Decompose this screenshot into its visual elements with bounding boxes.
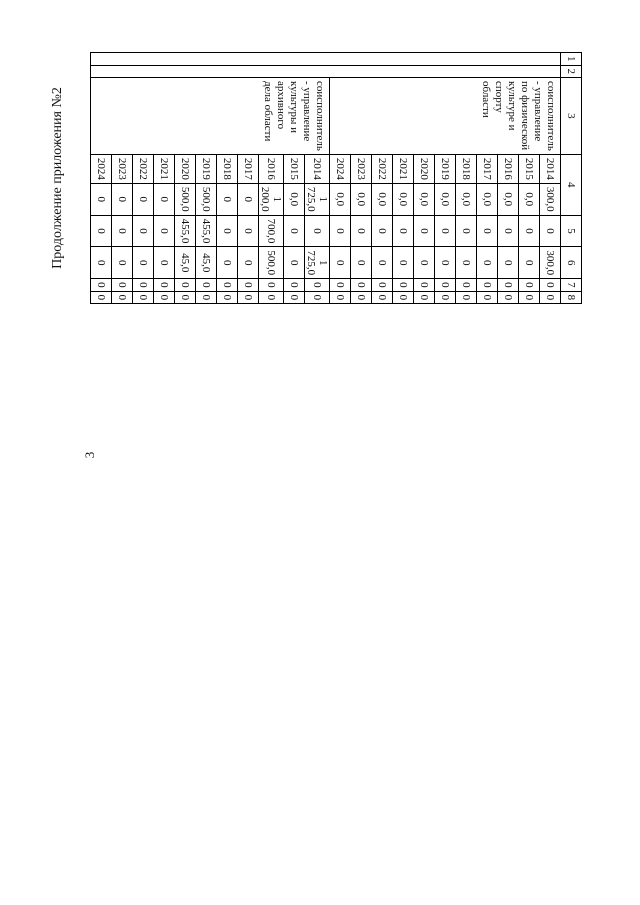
page-number: 3 — [82, 451, 97, 459]
value-cell-c4: 0 — [91, 183, 112, 215]
value-cell-c5: 0 — [372, 215, 393, 247]
year-cell: 2021 — [154, 154, 175, 183]
value-cell-c4: 300,0 — [540, 183, 561, 215]
column-header-2: 2 — [561, 65, 582, 78]
value-cell-c7: 0 — [372, 279, 393, 292]
value-cell-c8: 0 — [519, 291, 540, 304]
value-cell-c4: 0 — [133, 183, 154, 215]
year-cell: 2017 — [477, 154, 498, 183]
value-cell-c7: 0 — [91, 279, 112, 292]
value-cell-c5: 0 — [393, 215, 414, 247]
year-cell: 2014 — [540, 154, 561, 183]
col1-cell — [91, 53, 561, 66]
value-cell-c6: 45,0 — [196, 247, 217, 279]
year-cell: 2016 — [498, 154, 519, 183]
value-cell-c7: 0 — [477, 279, 498, 292]
column-header-4: 4 — [561, 154, 582, 215]
value-cell-c6: 0 — [372, 247, 393, 279]
value-cell-c4: 0,0 — [393, 183, 414, 215]
value-cell-c6: 0 — [133, 247, 154, 279]
value-cell-c4: 0,0 — [477, 183, 498, 215]
value-cell-c7: 0 — [196, 279, 217, 292]
year-cell: 2020 — [175, 154, 196, 183]
value-cell-c5: 0 — [133, 215, 154, 247]
value-cell-c4: 0,0 — [519, 183, 540, 215]
value-cell-c5: 0 — [330, 215, 351, 247]
value-cell-c4: 500,0 — [196, 183, 217, 215]
column-header-7: 7 — [561, 279, 582, 292]
column-header-1: 1 — [561, 53, 582, 66]
col2-cell — [91, 65, 561, 78]
value-cell-c5: 0 — [238, 215, 259, 247]
value-cell-c7: 0 — [540, 279, 561, 292]
value-cell-c6: 0 — [477, 247, 498, 279]
value-cell-c4: 0 — [154, 183, 175, 215]
value-cell-c7: 0 — [259, 279, 284, 292]
value-cell-c4: 0,0 — [330, 183, 351, 215]
value-cell-c8: 0 — [305, 291, 330, 304]
value-cell-c5: 0 — [154, 215, 175, 247]
year-cell: 2022 — [372, 154, 393, 183]
executor-cell: соисполнитель - управление по физической культуре и спорту области — [330, 78, 561, 155]
year-cell: 2018 — [217, 154, 238, 183]
value-cell-c8: 0 — [133, 291, 154, 304]
value-cell-c6: 1 725,0 — [305, 247, 330, 279]
value-cell-c8: 0 — [259, 291, 284, 304]
value-cell-c5: 0 — [414, 215, 435, 247]
value-cell-c6: 0 — [519, 247, 540, 279]
year-cell: 2022 — [133, 154, 154, 183]
value-cell-c8: 0 — [284, 291, 305, 304]
value-cell-c6: 0 — [351, 247, 372, 279]
value-cell-c5: 0 — [91, 215, 112, 247]
value-cell-c8: 0 — [372, 291, 393, 304]
column-header-5: 5 — [561, 215, 582, 247]
value-cell-c7: 0 — [351, 279, 372, 292]
year-cell: 2018 — [456, 154, 477, 183]
value-cell-c8: 0 — [238, 291, 259, 304]
value-cell-c4: 0,0 — [456, 183, 477, 215]
value-cell-c6: 0 — [91, 247, 112, 279]
value-cell-c7: 0 — [435, 279, 456, 292]
value-cell-c5: 455,0 — [175, 215, 196, 247]
value-cell-c8: 0 — [154, 291, 175, 304]
value-cell-c6: 0 — [393, 247, 414, 279]
value-cell-c8: 0 — [112, 291, 133, 304]
value-cell-c7: 0 — [238, 279, 259, 292]
value-cell-c8: 0 — [456, 291, 477, 304]
value-cell-c6: 0 — [217, 247, 238, 279]
value-cell-c4: 0,0 — [435, 183, 456, 215]
value-cell-c7: 0 — [414, 279, 435, 292]
value-cell-c7: 0 — [217, 279, 238, 292]
funding-table — [90, 52, 582, 304]
value-cell-c6: 0 — [112, 247, 133, 279]
value-cell-c4: 0,0 — [414, 183, 435, 215]
value-cell-c5: 0 — [456, 215, 477, 247]
value-cell-c4: 1 725,0 — [305, 183, 330, 215]
value-cell-c5: 0 — [305, 215, 330, 247]
year-cell: 2024 — [330, 154, 351, 183]
column-header-8: 8 — [561, 291, 582, 304]
value-cell-c8: 0 — [217, 291, 238, 304]
value-cell-c5: 0 — [217, 215, 238, 247]
value-cell-c8: 0 — [477, 291, 498, 304]
value-cell-c4: 0,0 — [351, 183, 372, 215]
year-cell: 2017 — [238, 154, 259, 183]
year-cell: 2019 — [196, 154, 217, 183]
column-header-3: 3 — [561, 78, 582, 155]
value-cell-c4: 0,0 — [498, 183, 519, 215]
value-cell-c6: 0 — [238, 247, 259, 279]
executor-cell: соисполнитель - управление культуры и архивного дела области — [91, 78, 330, 155]
value-cell-c4: 0 — [238, 183, 259, 215]
value-cell-c5: 700,0 — [259, 215, 284, 247]
value-cell-c5: 0 — [477, 215, 498, 247]
table-row — [540, 53, 561, 304]
column-header-6: 6 — [561, 247, 582, 279]
value-cell-c7: 0 — [393, 279, 414, 292]
value-cell-c8: 0 — [91, 291, 112, 304]
value-cell-c7: 0 — [498, 279, 519, 292]
value-cell-c5: 0 — [112, 215, 133, 247]
value-cell-c8: 0 — [435, 291, 456, 304]
year-cell: 2023 — [351, 154, 372, 183]
value-cell-c5: 0 — [519, 215, 540, 247]
value-cell-c6: 300,0 — [540, 247, 561, 279]
year-cell: 2019 — [435, 154, 456, 183]
value-cell-c6: 0 — [330, 247, 351, 279]
value-cell-c7: 0 — [330, 279, 351, 292]
value-cell-c7: 0 — [133, 279, 154, 292]
value-cell-c5: 0 — [435, 215, 456, 247]
value-cell-c5: 455,0 — [196, 215, 217, 247]
value-cell-c6: 0 — [414, 247, 435, 279]
year-cell: 2016 — [259, 154, 284, 183]
value-cell-c7: 0 — [154, 279, 175, 292]
year-cell: 2014 — [305, 154, 330, 183]
value-cell-c7: 0 — [519, 279, 540, 292]
value-cell-c6: 0 — [456, 247, 477, 279]
value-cell-c5: 0 — [540, 215, 561, 247]
value-cell-c8: 0 — [330, 291, 351, 304]
value-cell-c5: 0 — [351, 215, 372, 247]
value-cell-c8: 0 — [393, 291, 414, 304]
value-cell-c4: 0 — [112, 183, 133, 215]
value-cell-c4: 1 200,0 — [259, 183, 284, 215]
year-cell: 2015 — [519, 154, 540, 183]
value-cell-c5: 0 — [284, 215, 305, 247]
value-cell-c8: 0 — [540, 291, 561, 304]
year-cell: 2021 — [393, 154, 414, 183]
header-row — [561, 53, 582, 304]
value-cell-c8: 0 — [351, 291, 372, 304]
value-cell-c8: 0 — [414, 291, 435, 304]
value-cell-c7: 0 — [112, 279, 133, 292]
value-cell-c7: 0 — [284, 279, 305, 292]
value-cell-c8: 0 — [498, 291, 519, 304]
value-cell-c4: 0 — [217, 183, 238, 215]
value-cell-c7: 0 — [305, 279, 330, 292]
value-cell-c6: 0 — [154, 247, 175, 279]
value-cell-c6: 45,0 — [175, 247, 196, 279]
year-cell: 2023 — [112, 154, 133, 183]
value-cell-c8: 0 — [196, 291, 217, 304]
value-cell-c6: 0 — [498, 247, 519, 279]
table-body — [91, 53, 582, 304]
value-cell-c6: 500,0 — [259, 247, 284, 279]
value-cell-c4: 500,0 — [175, 183, 196, 215]
appendix-title: Продолжение приложения №2 — [50, 87, 65, 269]
year-cell: 2024 — [91, 154, 112, 183]
year-cell: 2020 — [414, 154, 435, 183]
value-cell-c4: 0,0 — [284, 183, 305, 215]
value-cell-c5: 0 — [498, 215, 519, 247]
value-cell-c4: 0,0 — [372, 183, 393, 215]
year-cell: 2015 — [284, 154, 305, 183]
value-cell-c6: 0 — [284, 247, 305, 279]
table-row — [305, 53, 330, 304]
value-cell-c7: 0 — [175, 279, 196, 292]
value-cell-c7: 0 — [456, 279, 477, 292]
value-cell-c6: 0 — [435, 247, 456, 279]
value-cell-c8: 0 — [175, 291, 196, 304]
rotated-table-wrapper — [90, 52, 582, 304]
